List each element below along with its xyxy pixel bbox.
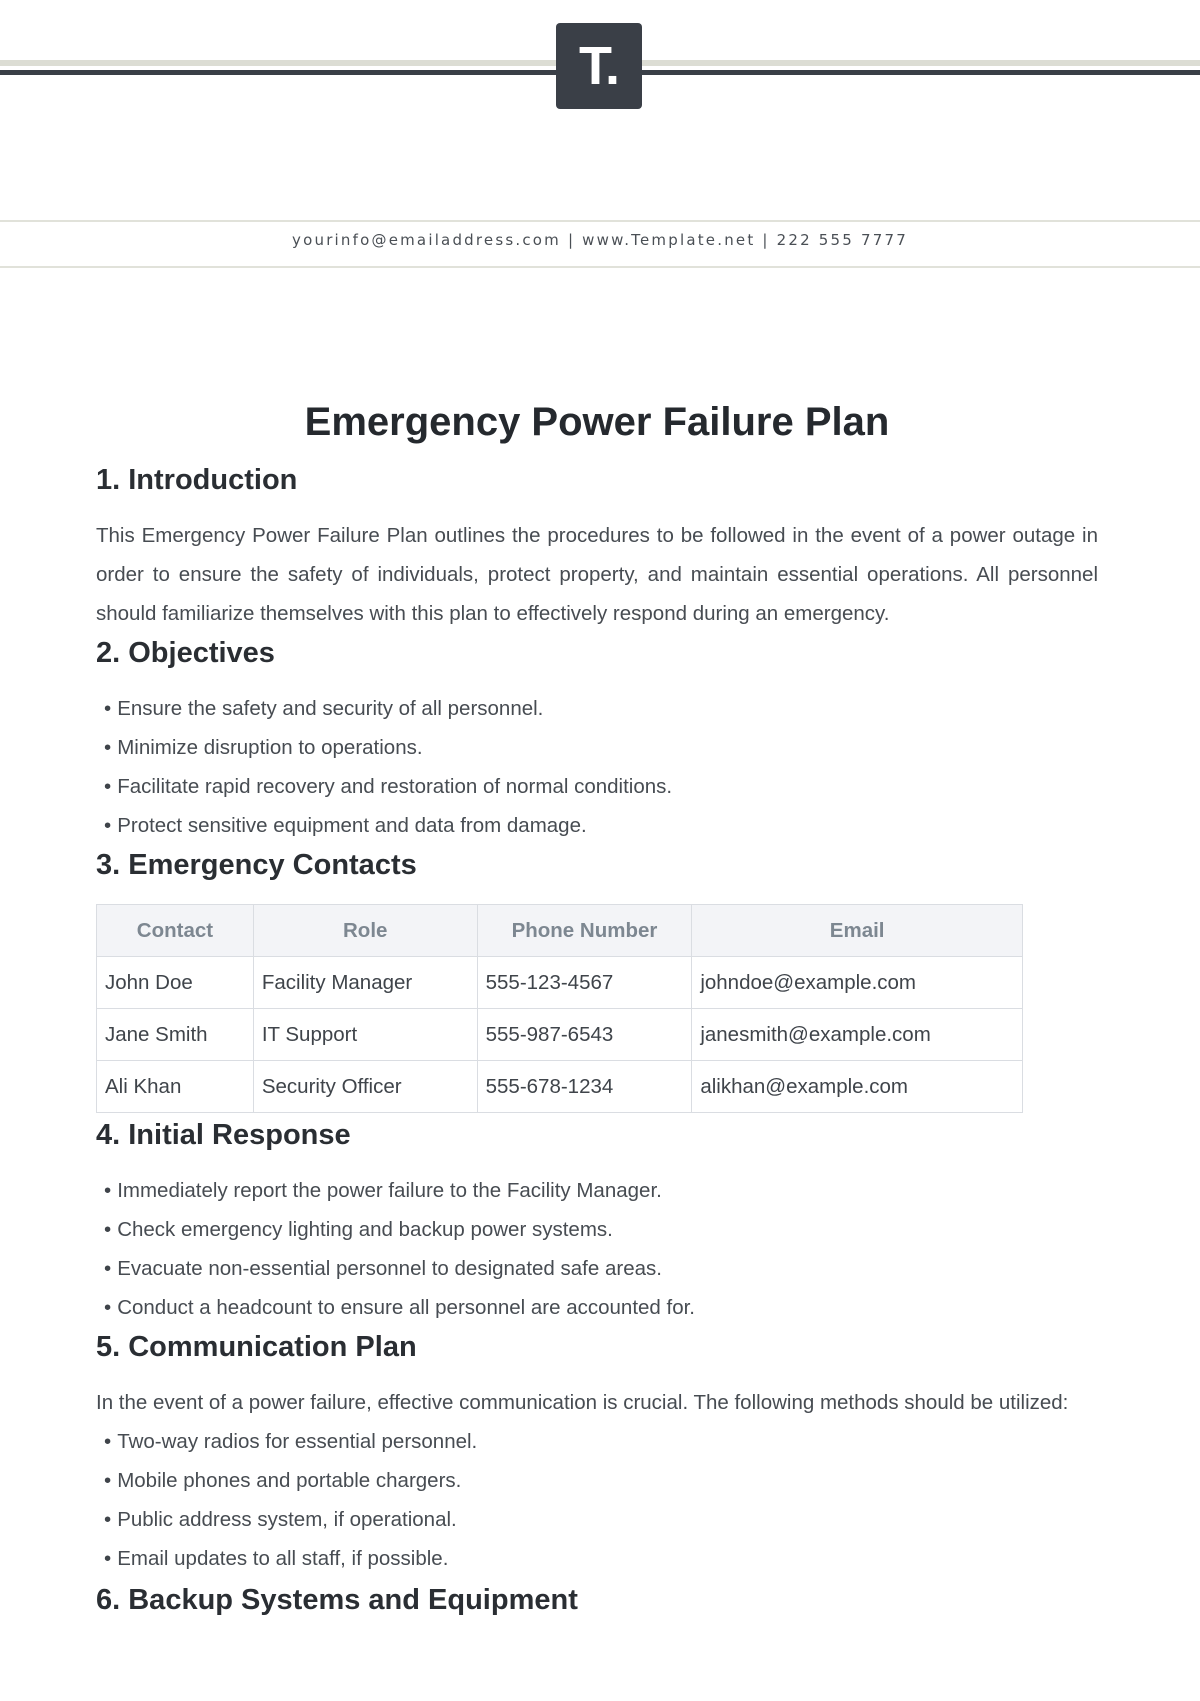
table-header-row	[97, 905, 1023, 957]
introduction-paragraph: This Emergency Power Failure Plan outlines the procedures to be followed in the event of a power outage in order to ensure the safety of individuals, protect property, and maintain essential operations. All personnel should familiarize themselves with this plan to effectively respond during an emergency.	[96, 524, 1098, 625]
contact-info: yourinfo@emailaddress.com | www.Template.net | 222 555 7777	[292, 231, 908, 249]
cell-phone: 555-123-4567	[477, 957, 692, 1009]
section-heading-contacts: 3. Emergency Contacts	[96, 849, 417, 881]
list-item: • Ensure the safety and security of all personnel.	[96, 689, 1098, 728]
list-item: • Immediately report the power failure to the Facility Manager.	[96, 1171, 1098, 1210]
cell-contact: John Doe	[97, 957, 254, 1009]
column-header-role: Role	[253, 905, 477, 957]
initial-response-list	[96, 1171, 1098, 1327]
column-header-email: Email	[692, 905, 1023, 957]
cell-phone: 555-987-6543	[477, 1009, 692, 1061]
cell-role: Security Officer	[253, 1061, 477, 1113]
list-item: • Email updates to all staff, if possible.	[96, 1539, 1098, 1578]
cell-contact: Jane Smith	[97, 1009, 254, 1061]
column-header-phone: Phone Number	[477, 905, 692, 957]
list-item: • Public address system, if operational.	[96, 1500, 1098, 1539]
communication-paragraph: In the event of a power failure, effective communication is crucial. The following methods should be utilized:	[96, 1391, 1069, 1414]
page-title: Emergency Power Failure Plan	[304, 400, 890, 444]
cell-phone: 555-678-1234	[477, 1061, 692, 1113]
list-item: • Protect sensitive equipment and data from damage.	[96, 806, 1098, 845]
list-item: • Two-way radios for essential personnel.	[96, 1422, 1098, 1461]
section-heading-backup: 6. Backup Systems and Equipment	[96, 1584, 578, 1616]
cell-email: janesmith@example.com	[692, 1009, 1023, 1061]
section-heading-introduction: 1. Introduction	[96, 464, 298, 496]
cell-email: alikhan@example.com	[692, 1061, 1023, 1113]
contact-rule-top	[0, 220, 1200, 222]
section-heading-communication: 5. Communication Plan	[96, 1331, 417, 1363]
table-row	[97, 957, 1023, 1009]
communication-list	[96, 1422, 1098, 1578]
list-item: • Evacuate non-essential personnel to designated safe areas.	[96, 1249, 1098, 1288]
contacts-table	[96, 904, 1023, 1113]
cell-email: johndoe@example.com	[692, 957, 1023, 1009]
table-row	[97, 1061, 1023, 1113]
list-item: • Facilitate rapid recovery and restoration of normal conditions.	[96, 767, 1098, 806]
list-item: • Check emergency lighting and backup power systems.	[96, 1210, 1098, 1249]
list-item: • Conduct a headcount to ensure all personnel are accounted for.	[96, 1288, 1098, 1327]
document-body	[96, 394, 1098, 1620]
section-heading-initial-response: 4. Initial Response	[96, 1119, 351, 1151]
cell-role: Facility Manager	[253, 957, 477, 1009]
table-row	[97, 1009, 1023, 1061]
logo: T.	[556, 23, 642, 109]
column-header-contact: Contact	[97, 905, 254, 957]
list-item: • Minimize disruption to operations.	[96, 728, 1098, 767]
cell-role: IT Support	[253, 1009, 477, 1061]
list-item: • Mobile phones and portable chargers.	[96, 1461, 1098, 1500]
cell-contact: Ali Khan	[97, 1061, 254, 1113]
contact-rule-bottom	[0, 266, 1200, 268]
objectives-list	[96, 689, 1098, 845]
section-heading-objectives: 2. Objectives	[96, 637, 275, 669]
